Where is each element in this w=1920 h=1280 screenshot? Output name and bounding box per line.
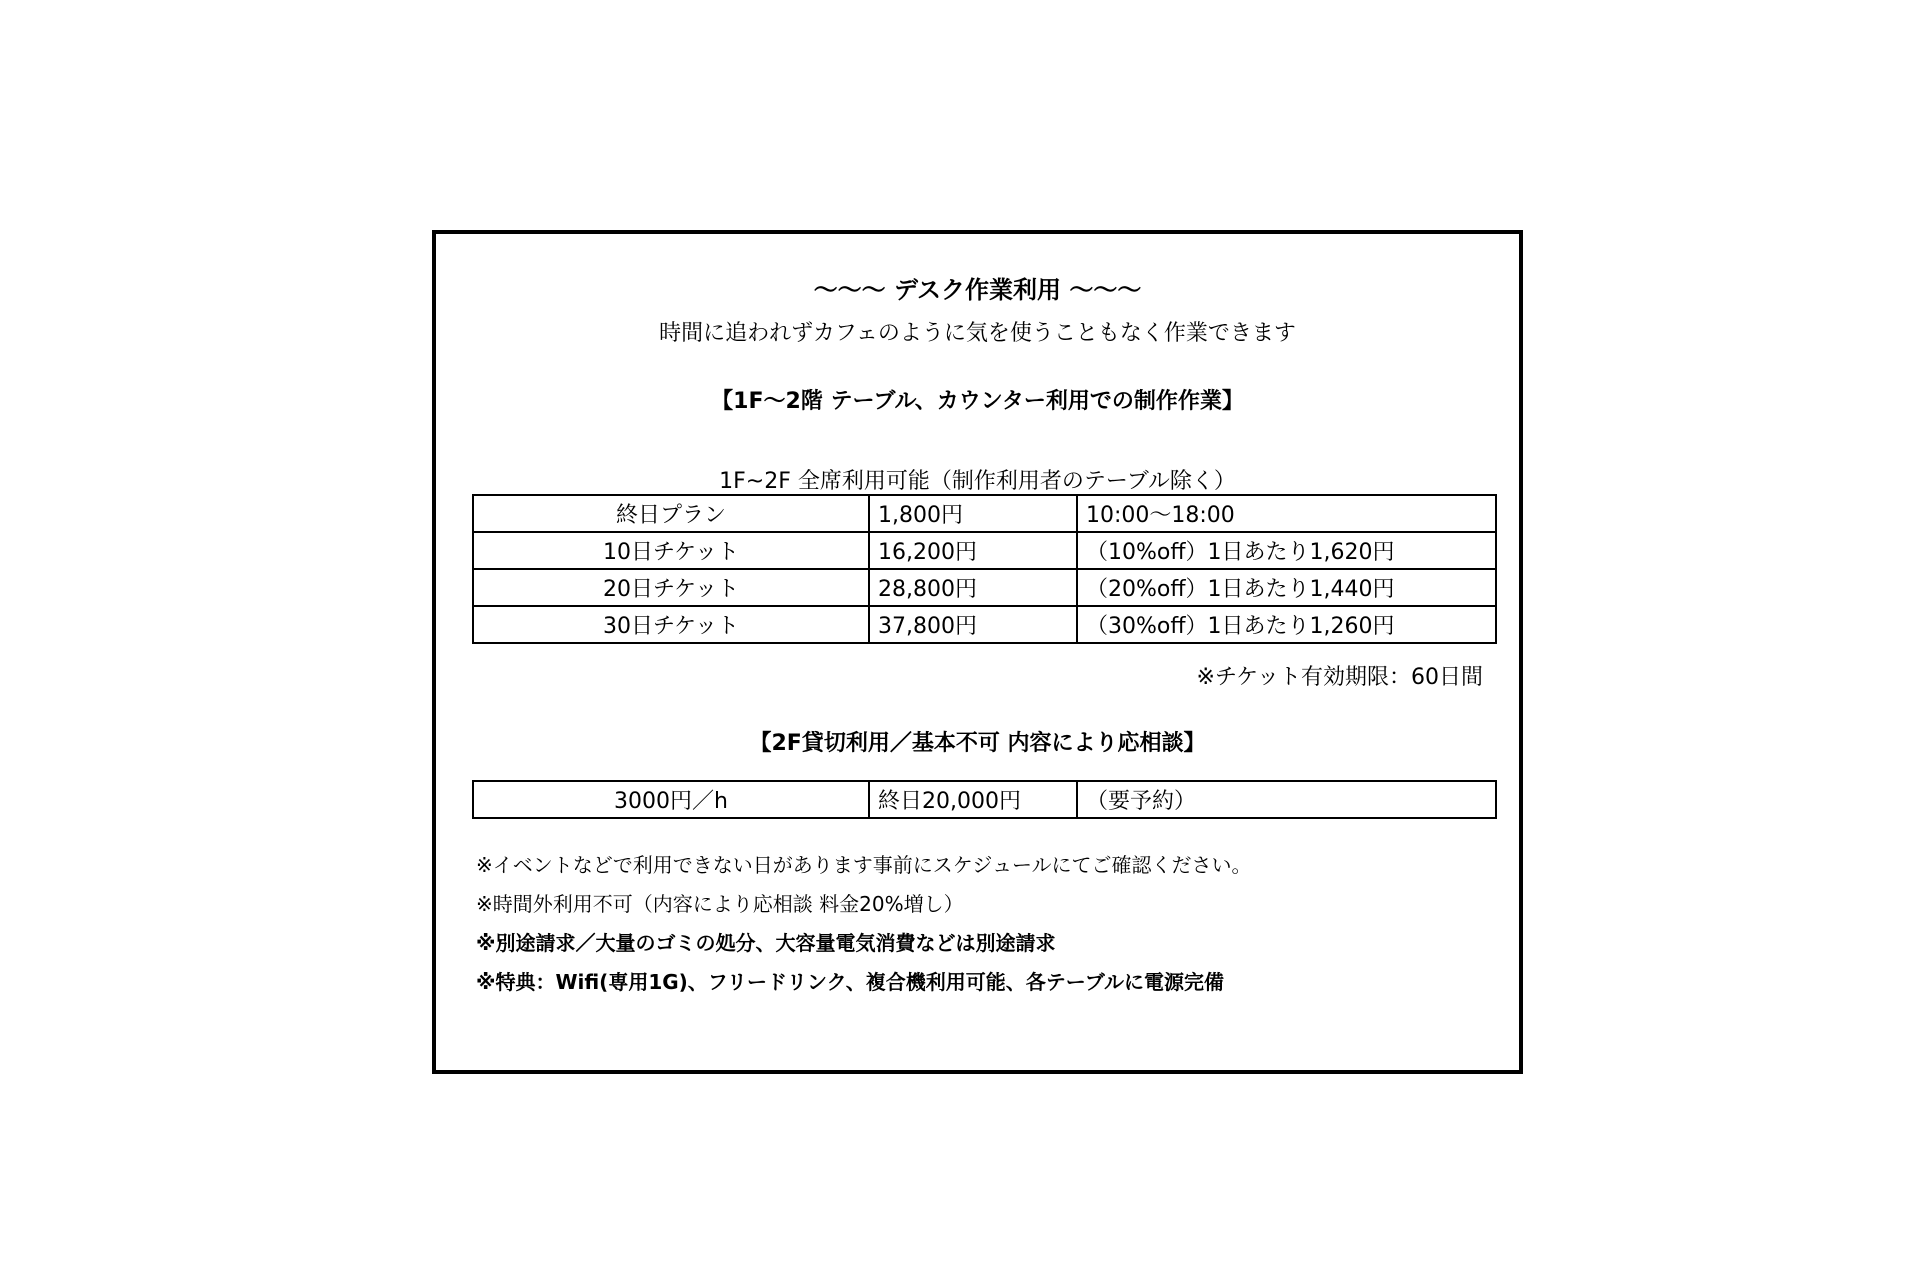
plan-name-cell: 終日プラン — [473, 495, 869, 532]
note-item: ※イベントなどで利用できない日があります事前にスケジュールにてご確認ください。 — [476, 853, 1252, 877]
notes-list — [476, 846, 1252, 1002]
note-item: ※特典：Wifi(専用1G)、フリードリンク、複合機利用可能、各テーブルに電源完備 — [476, 970, 1224, 994]
subtitle: 時間に追われずカフェのように気を使うこともなく作業できます — [659, 321, 1296, 346]
page-title: 〜〜〜 デスク作業利用 〜〜〜 — [813, 276, 1142, 304]
hourly-rate-cell: 3000円／h — [473, 781, 869, 818]
table-row — [473, 532, 1496, 569]
section-heading-private-rental: 【2F貸切利用／基本不可 内容により応相談】 — [749, 731, 1206, 756]
price-cell: 37,800円 — [869, 606, 1077, 643]
reservation-note-cell: （要予約） — [1077, 781, 1496, 818]
pricing-table — [472, 494, 1497, 644]
note-item: ※時間外利用不可（内容により応相談 料金20%増し） — [476, 892, 964, 916]
price-cell: 16,200円 — [869, 532, 1077, 569]
plan-name-cell: 20日チケット — [473, 569, 869, 606]
note-cell: （30%off）1日あたり1,260円 — [1077, 606, 1496, 643]
table-row — [473, 569, 1496, 606]
rental-table — [472, 780, 1497, 819]
table-row — [473, 606, 1496, 643]
plan-name-cell: 10日チケット — [473, 532, 869, 569]
section-heading-desk-use: 【1F〜2階 テーブル、カウンター利用での制作作業】 — [711, 389, 1244, 414]
info-panel — [432, 230, 1523, 1074]
note-cell: （20%off）1日あたり1,440円 — [1077, 569, 1496, 606]
ticket-validity-note: ※チケット有効期限：60日間 — [1196, 665, 1483, 690]
day-rate-cell: 終日20,000円 — [869, 781, 1077, 818]
plan-name-cell: 30日チケット — [473, 606, 869, 643]
note-cell: 10:00〜18:00 — [1077, 495, 1496, 532]
note-item: ※別途請求／大量のゴミの処分、大容量電気消費などは別途請求 — [476, 931, 1056, 955]
price-cell: 1,800円 — [869, 495, 1077, 532]
note-cell: （10%off）1日あたり1,620円 — [1077, 532, 1496, 569]
price-cell: 28,800円 — [869, 569, 1077, 606]
table-caption: 1F~2F 全席利用可能（制作利用者のテーブル除く） — [719, 469, 1236, 494]
table-row — [473, 781, 1496, 818]
table-row — [473, 495, 1496, 532]
